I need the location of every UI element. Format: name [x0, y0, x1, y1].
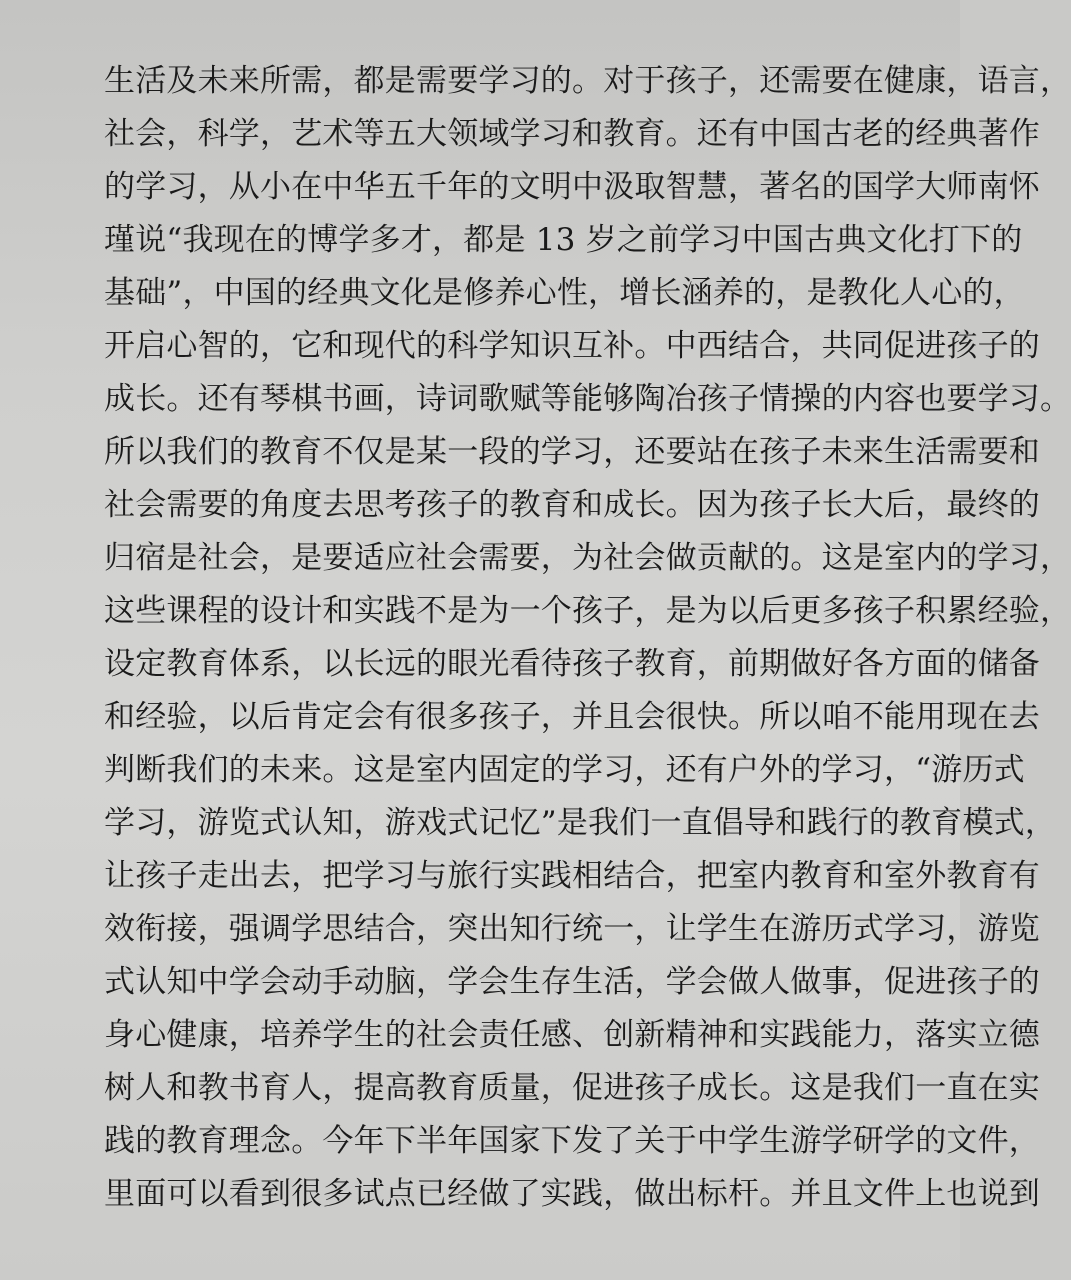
text-line: 让孩子走出去，把学习与旅行实践相结合，把室内教育和室外教育有 — [104, 858, 1040, 894]
text-line: 践的教育理念。今年下半年国家下发了关于中学生游学研学的文件， — [104, 1123, 1040, 1159]
text-line: 的学习，从小在中华五千年的文明中汲取智慧，著名的国学大师南怀 — [104, 169, 1040, 205]
text-line: 树人和教书育人，提高教育质量，促进孩子成长。这是我们一直在实 — [104, 1070, 1040, 1106]
text-line: 设定教育体系，以长远的眼光看待孩子教育，前期做好各方面的储备 — [104, 646, 1040, 682]
text-line: 社会需要的角度去思考孩子的教育和成长。因为孩子长大后，最终的 — [104, 487, 1040, 523]
text-line: 效衔接，强调学思结合，突出知行统一，让学生在游历式学习，游览 — [104, 911, 1040, 947]
text-line: 学习，游览式认知，游戏式记忆”是我们一直倡导和践行的教育模式， — [104, 805, 1057, 841]
text-line: 这些课程的设计和实践不是为一个孩子，是为以后更多孩子积累经验， — [104, 593, 1071, 629]
body-text — [104, 55, 1071, 1221]
text-line: 瑾说“我现在的博学多才，都是 13 岁之前学习中国古典文化打下的 — [104, 222, 1023, 258]
text-line: 和经验，以后肯定会有很多孩子，并且会很快。所以咱不能用现在去 — [104, 699, 1040, 735]
text-line: 里面可以看到很多试点已经做了实践，做出标杆。并且文件上也说到 — [104, 1176, 1040, 1212]
text-line: 式认知中学会动手动脑，学会生存生活，学会做人做事，促进孩子的 — [104, 964, 1040, 1000]
text-line: 生活及未来所需，都是需要学习的。对于孩子，还需要在健康，语言， — [104, 63, 1071, 99]
text-line: 所以我们的教育不仅是某一段的学习，还要站在孩子未来生活需要和 — [104, 434, 1040, 470]
text-line: 成长。还有琴棋书画，诗词歌赋等能够陶冶孩子情操的内容也要学习。 — [104, 381, 1071, 417]
text-line: 开启心智的，它和现代的科学知识互补。中西结合，共同促进孩子的 — [104, 328, 1040, 364]
text-line: 身心健康，培养学生的社会责任感、创新精神和实践能力，落实立德 — [104, 1017, 1040, 1053]
text-line: 社会，科学，艺术等五大领域学习和教育。还有中国古老的经典著作 — [104, 116, 1040, 152]
text-line: 基础”，中国的经典文化是修养心性，增长涵养的，是教化人心的， — [104, 275, 1025, 311]
text-line: 归宿是社会，是要适应社会需要，为社会做贡献的。这是室内的学习， — [104, 540, 1071, 576]
text-line: 判断我们的未来。这是室内固定的学习，还有户外的学习，“游历式 — [104, 752, 1025, 788]
